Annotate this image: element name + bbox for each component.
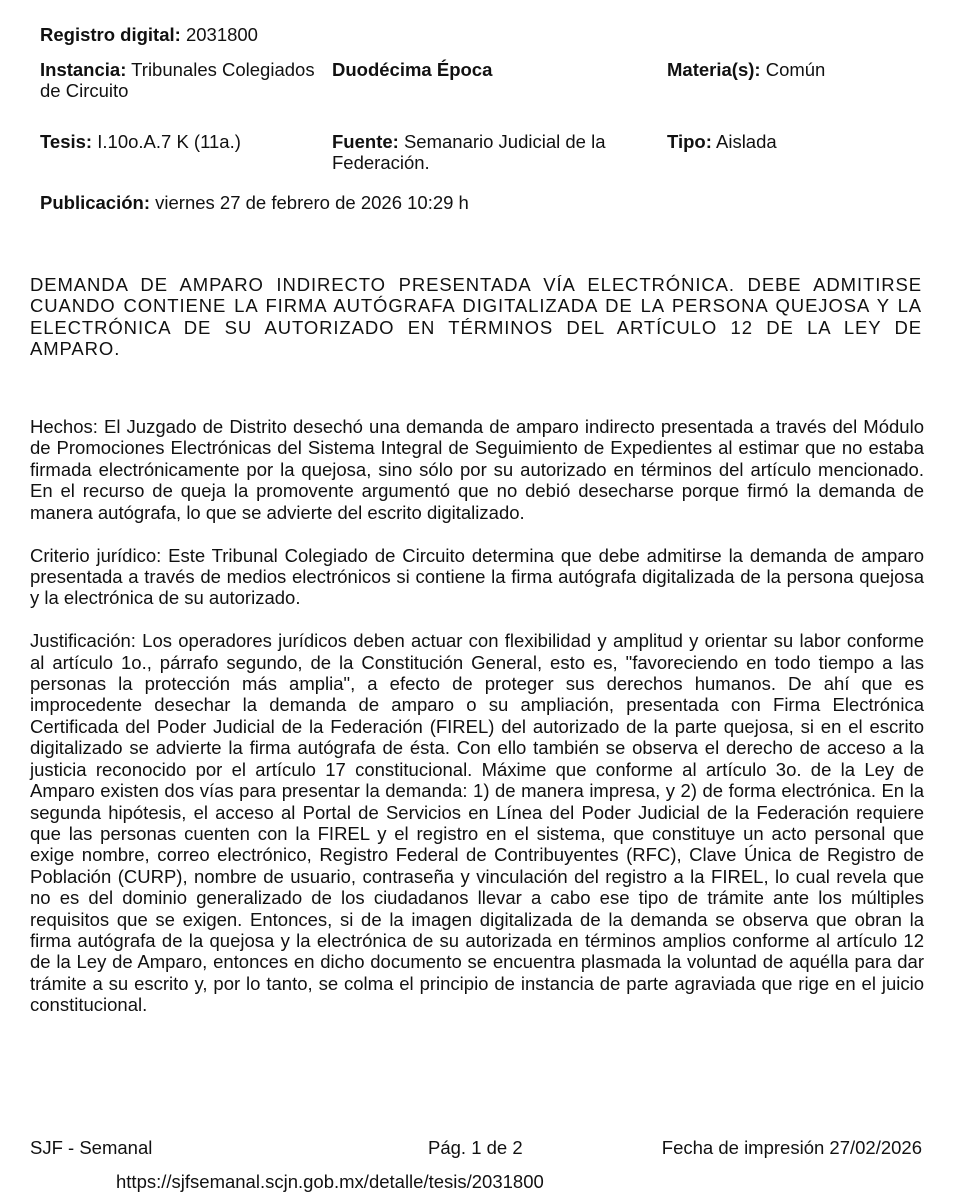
footer-source: SJF - Semanal [30,1137,153,1158]
instancia-value: Tribunales Colegiados de Circuito [40,59,315,101]
fuente [332,131,667,173]
footer-print-date: Fecha de impresión 27/02/2026 [661,1137,922,1158]
epoca-label: Duodécima Época [332,59,493,80]
epoca [332,59,667,80]
meta-row-registro [40,24,920,59]
paragraph-hechos: Hechos: El Juzgado de Distrito desechó una demanda de amparo indirecto presentada a través del Módulo de Promociones Electrónicas del Sistema Integral de Seguimiento de Expedientes al estimar que no estaba firmada electrónicamente por la quejosa, sino sólo por su autorizado en términos del artículo mencionado. En el recurso de queja la promovente argumentó que no debió desecharse porque firmó la demanda de manera autógrafa, lo que se advierte del escrito digitalizado. [30,416,924,523]
materia [667,59,920,80]
publicacion-label: Publicación: [40,192,150,213]
tipo-label: Tipo: [667,131,712,152]
tipo [667,131,920,152]
instancia-label: Instancia: [40,59,127,80]
tesis-value: I.10o.A.7 K (11a.) [97,131,241,152]
tesis-label: Tesis: [40,131,93,152]
paragraph-justificacion: Justificación: Los operadores jurídicos deben actuar con flexibilidad y amplitud y orientar su labor conforme al artículo 1o., párrafo segundo, de la Constitución General, esto es, "favoreciendo en todo tiempo a las personas la protección más amplia", a efecto de proteger sus derechos humanos. De ahí que es improcedente desechar la demanda de amparo o su ampliación, presentada con Firma Electrónica Certificada del Poder Judicial de la Federación (FIREL) del autorizado de la parte quejosa, si en el escrito digitalizado se advierte la firma autógrafa de ésta. Con ello también se observa el derecho de acceso a la justicia reconocido por el artículo 17 constitucional. Máxime que conforme al artículo 3o. de la Ley de Amparo existen dos vías para presentar la demanda: 1) de manera impresa, y 2) de forma electrónica. En la segunda hipótesis, el acceso al Portal de Servicios en Línea del Poder Judicial de la Federación requiere que las personas cuenten con la FIREL y el registro en el sistema, que constituye un acto personal que exige nombre, correo electrónico, Registro Federal de Contribuyentes (RFC), Clave Única de Registro de Población (CURP), nombre de usuario, contraseña y vinculación del registro a la FIREL, lo cual revela que no es del dominio generalizado de los ciudadanos llevar a cabo ese tipo de trámite ante los múltiples requisitos que se exigen. Entonces, si de la imagen digitalizada de la demanda se observa que obran la firma autógrafa de la quejosa y la electrónica de su autorizada en términos amplios conforme al artículo 12 de la Ley de Amparo, entonces en dicho documento se encuentra plasmada la voluntad de aquélla para dar trámite a su escrito y, por lo tanto, se colma el principio de instancia de parte agraviada que rige en el juicio constitucional. [30,630,924,1016]
materia-label: Materia(s): [667,59,761,80]
publicacion [40,192,469,213]
fuente-label: Fuente: [332,131,399,152]
meta-row-instancia [40,59,920,131]
footer-url: https://sjfsemanal.scjn.gob.mx/detalle/tesis/2031800 [116,1171,544,1192]
tesis-rubro: DEMANDA DE AMPARO INDIRECTO PRESENTADA VÍA ELECTRÓNICA. DEBE ADMITIRSE CUANDO CONTIENE LA FIRMA AUTÓGRAFA DIGITALIZADA DE LA PERSONA QUEJOSA Y LA ELECTRÓNICA DE SU AUTORIZADO EN TÉRMINOS DEL ARTÍCULO 12 DE LA LEY DE AMPARO. [30,274,922,359]
tesis-metadata [40,24,920,213]
meta-row-publicacion [40,192,920,213]
instancia [40,59,332,101]
tesis-body [30,416,924,1037]
tesis [40,131,332,152]
paragraph-criterio: Criterio jurídico: Este Tribunal Colegiado de Circuito determina que debe admitirse la demanda de amparo presentada a través de medios electrónicos si contiene la firma autógrafa digitalizada de la persona quejosa y la electrónica de su autorizado. [30,544,924,609]
page-footer [30,1137,922,1161]
fuente-value: Semanario Judicial de la Federación. [332,131,606,173]
registro-digital-label: Registro digital: [40,24,181,45]
tipo-value: Aislada [716,131,777,152]
registro-digital-value: 2031800 [185,24,258,45]
meta-row-tesis [40,131,920,192]
publicacion-value: viernes 27 de febrero de 2026 10:29 h [155,192,469,213]
materia-value: Común [765,59,826,80]
registro-digital [40,24,258,45]
footer-page-number: Pág. 1 de 2 [428,1137,523,1158]
